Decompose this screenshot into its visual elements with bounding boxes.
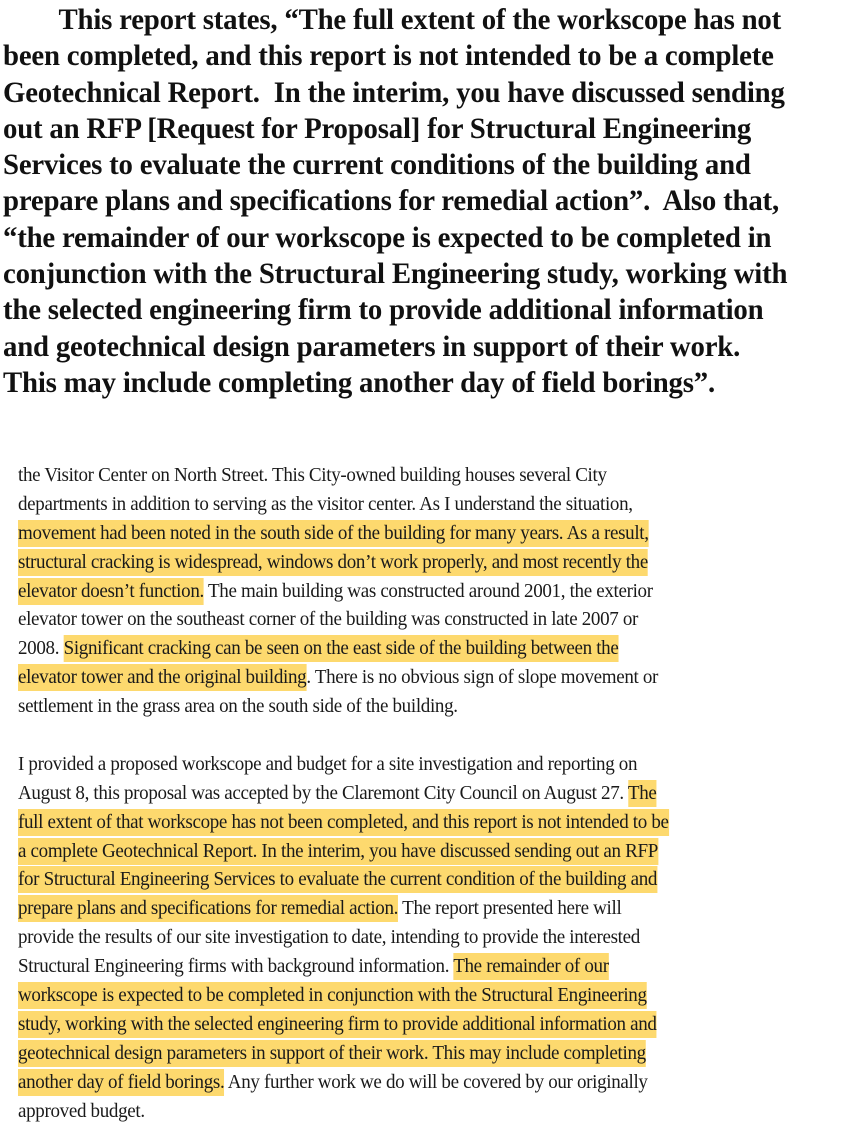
excerpt-line: [18, 606, 844, 635]
excerpt-line: [18, 751, 844, 780]
excerpt-line: [18, 838, 844, 867]
plain-text: settlement in the grass area on the south side of the building.: [18, 696, 458, 718]
quote-line: “the remainder of our workscope is expected to be completed in: [3, 221, 772, 254]
plain-text: approved budget.: [18, 1100, 145, 1122]
excerpt-line: [18, 578, 844, 607]
highlighted-text: The remainder of our: [453, 953, 609, 980]
excerpt-line: [18, 953, 844, 982]
highlighted-text: geotechnical design parameters in support of their work. This may include completing: [18, 1040, 646, 1067]
highlighted-text: for Structural Engineering Services to evaluate the current condition of the building and: [18, 866, 657, 893]
highlighted-text: study, working with the selected engineering firm to provide additional information and: [18, 1011, 657, 1038]
excerpt-line: [18, 664, 844, 693]
quote-line: This report states, “The full extent of the workscope has not: [3, 4, 781, 36]
highlighted-text: Significant cracking can be seen on the east side of the building between the: [64, 635, 619, 662]
excerpt-paragraph-1: [18, 462, 865, 722]
excerpt-line: [18, 1069, 844, 1098]
highlighted-text: The: [628, 780, 657, 807]
quote-line: out an RFP [Request for Proposal] for Structural Engineering: [3, 112, 752, 145]
quote-line: the selected engineering firm to provide additional information: [3, 294, 764, 327]
excerpt-line: [18, 1040, 844, 1069]
quoted-summary: [3, 2, 860, 401]
excerpt-paragraph-2: [18, 751, 865, 1127]
report-excerpt: [18, 462, 865, 1126]
plain-text: Structural Engineering firms with background information.: [18, 956, 454, 978]
excerpt-line: [18, 809, 844, 838]
quote-line: prepare plans and specifications for remedial action”. Also that,: [3, 185, 779, 218]
excerpt-line: [18, 520, 844, 549]
quote-line: and geotechnical design parameters in support of their work.: [3, 330, 741, 363]
excerpt-line: [18, 462, 844, 491]
quote-line: Services to evaluate the current conditions of the building and: [3, 149, 751, 182]
excerpt-line: [18, 693, 844, 722]
quote-line: This may include completing another day of field borings”.: [3, 366, 715, 399]
quote-line: Geotechnical Report. In the interim, you have discussed sending: [3, 76, 785, 109]
quote-line: been completed, and this report is not intended to be a complete: [3, 40, 774, 73]
quote-line: conjunction with the Structural Engineering study, working with: [3, 258, 788, 291]
highlighted-text: prepare plans and specifications for remedial action.: [18, 895, 398, 922]
highlighted-text: full extent of that workscope has not been completed, and this report is not intended to be: [18, 809, 669, 836]
highlighted-text: another day of field borings.: [18, 1069, 224, 1096]
plain-text: I provided a proposed workscope and budget for a site investigation and reporting on: [18, 753, 638, 775]
highlighted-text: structural cracking is widespread, windows don’t work properly, and most recently the: [18, 549, 648, 576]
excerpt-line: [18, 549, 844, 578]
plain-text: Any further work we do will be covered by our originally: [224, 1071, 648, 1093]
plain-text: The main building was constructed around 2001, the exterior: [203, 580, 653, 602]
plain-text: provide the results of our site investigation to date, intending to provide the interested: [18, 927, 640, 949]
plain-text: August 8, this proposal was accepted by the Claremont City Council on August 27.: [18, 782, 628, 804]
highlighted-text: workscope is expected to be completed in conjunction with the Structural Engineering: [18, 982, 647, 1009]
highlighted-text: movement had been noted in the south side of the building for many years. As a result,: [18, 520, 649, 547]
plain-text: the Visitor Center on North Street. This City-owned building houses several City: [18, 465, 607, 486]
excerpt-line: [18, 1011, 844, 1040]
excerpt-line: [18, 924, 844, 953]
plain-text: . There is no obvious sign of slope movement or: [306, 667, 659, 689]
highlighted-text: elevator tower and the original building: [18, 664, 306, 691]
excerpt-line: [18, 895, 844, 924]
plain-text: elevator tower on the southeast corner of the building was constructed in late 2007 or: [18, 609, 639, 631]
excerpt-line: [18, 1098, 844, 1127]
plain-text: departments in addition to serving as the visitor center. As I understand the situation,: [18, 493, 633, 515]
excerpt-line: [18, 491, 844, 520]
paragraph-gap: [18, 722, 865, 751]
plain-text: The report presented here will: [398, 898, 622, 920]
excerpt-line: [18, 635, 844, 664]
highlighted-text: a complete Geotechnical Report. In the interim, you have discussed sending out an RFP: [18, 838, 658, 865]
excerpt-line: [18, 982, 844, 1011]
excerpt-line: [18, 866, 844, 895]
plain-text: 2008.: [18, 638, 64, 660]
highlighted-text: elevator doesn’t function.: [18, 578, 204, 605]
excerpt-line: [18, 780, 844, 809]
